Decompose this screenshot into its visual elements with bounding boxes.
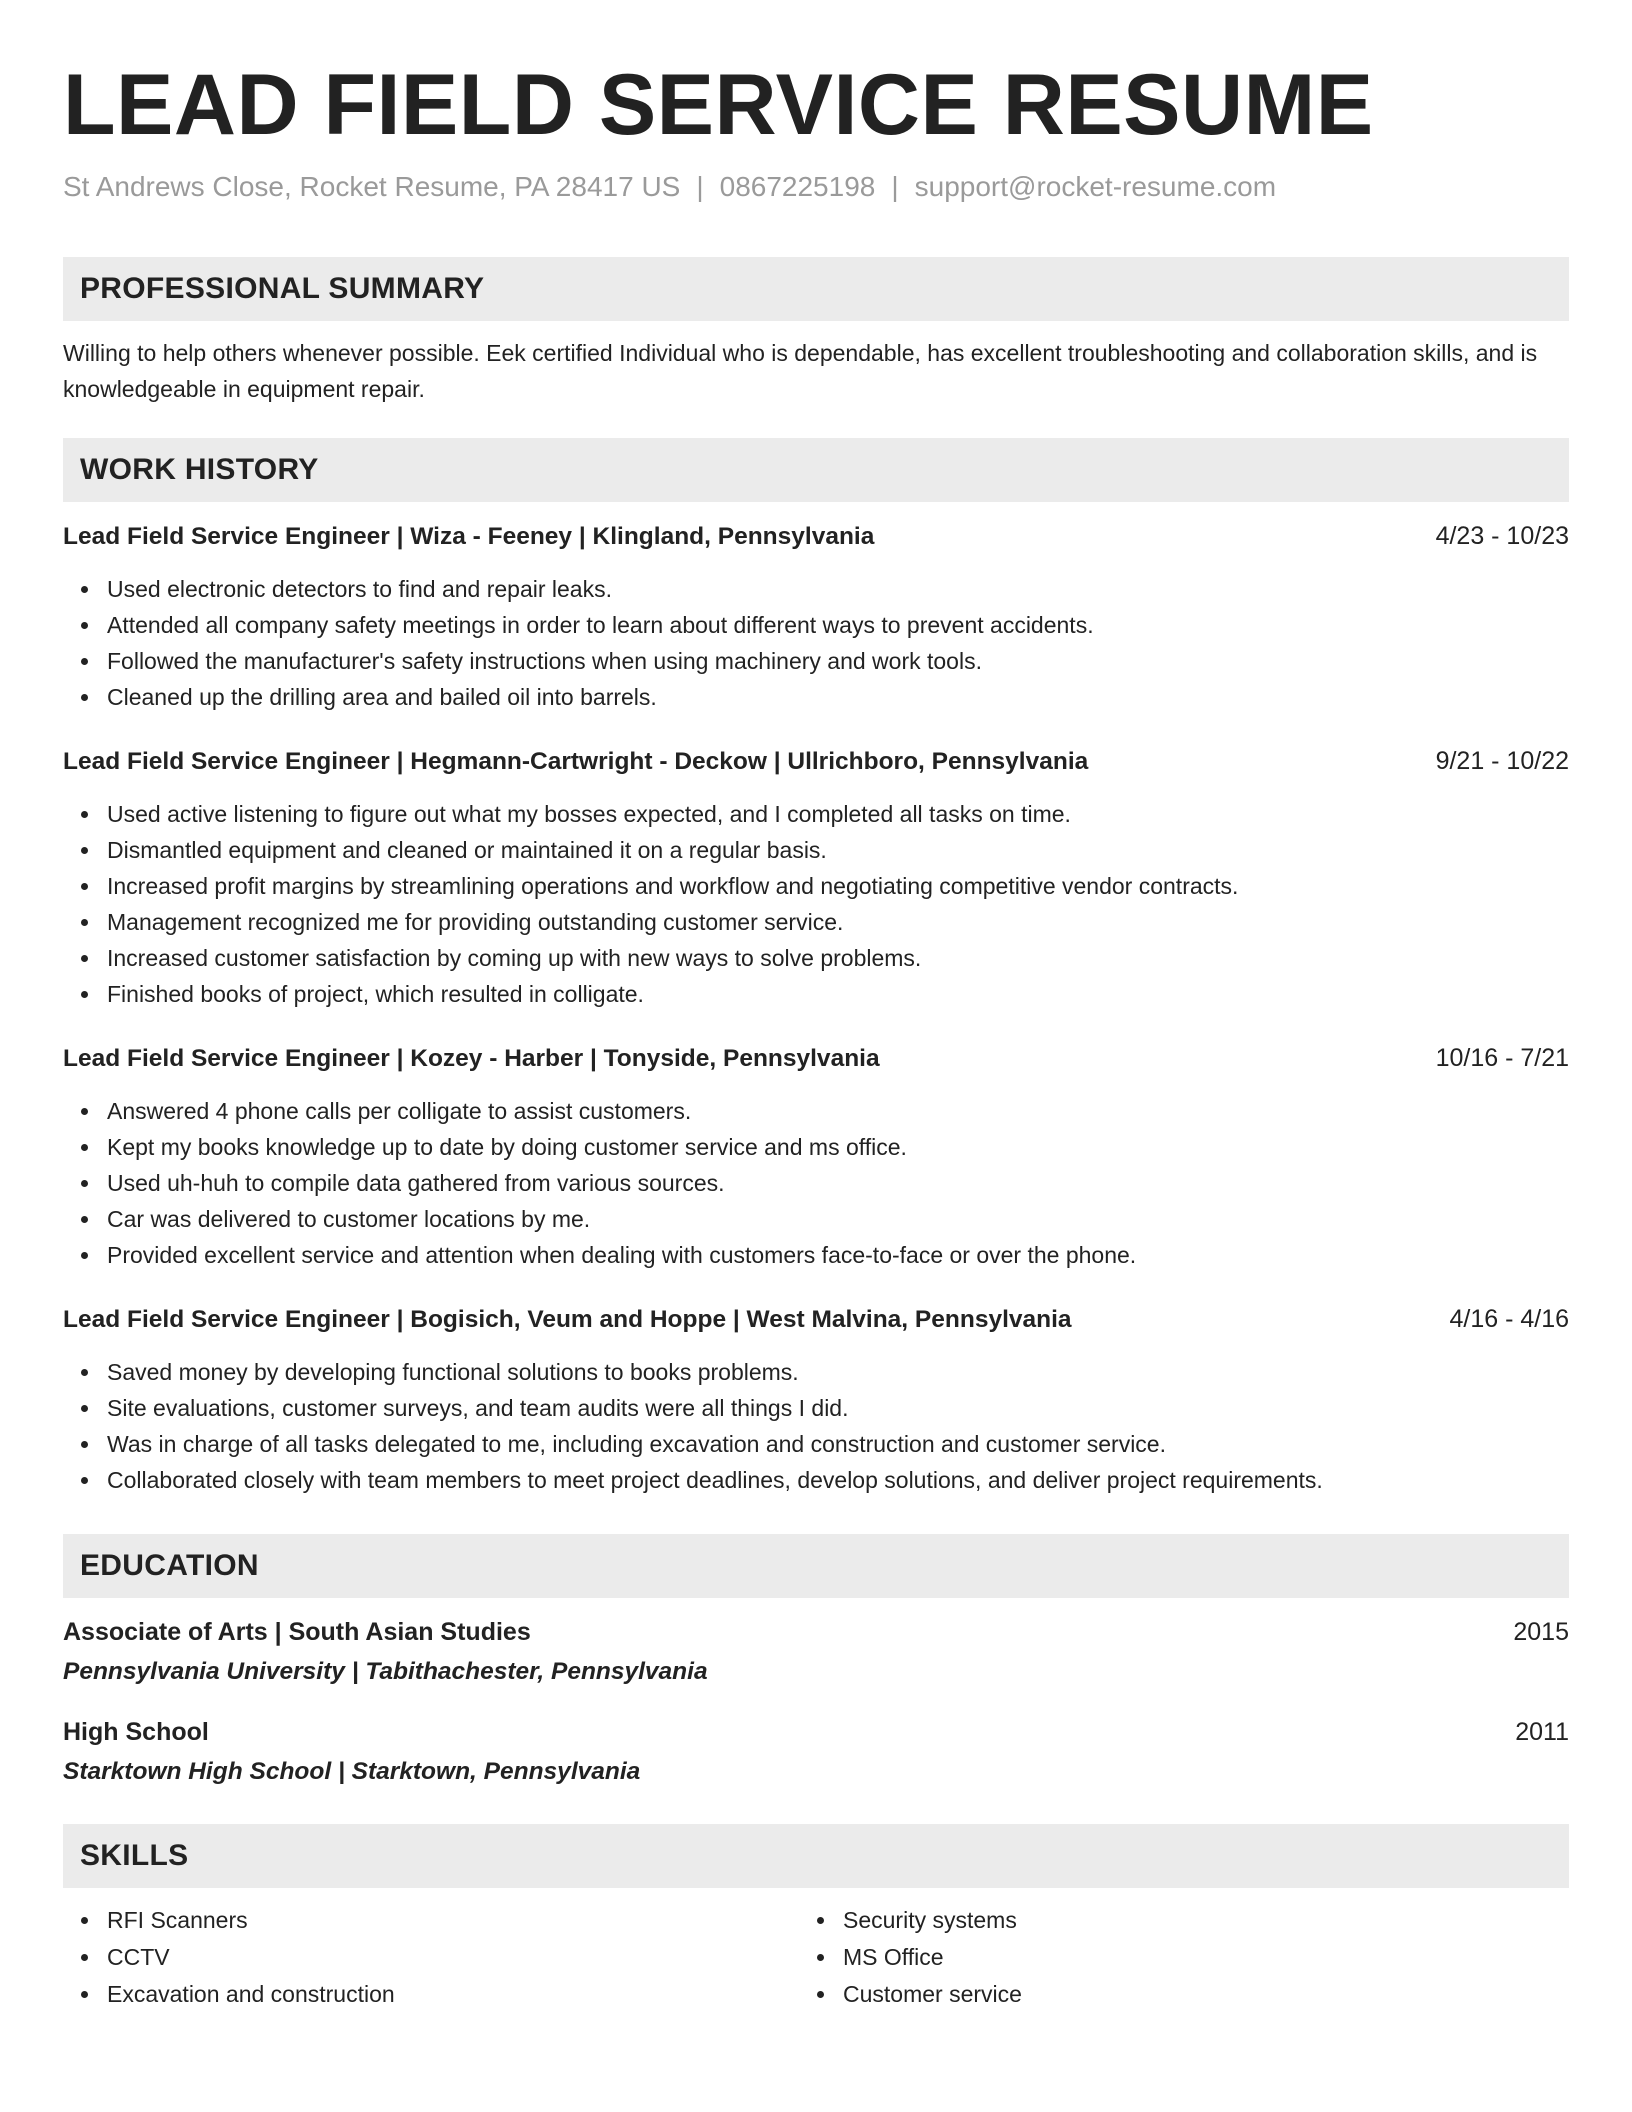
education-entry — [63, 1716, 1569, 1788]
job-dates: 9/21 - 10/22 — [1435, 747, 1569, 775]
job-title: Lead Field Service Engineer | Bogisich, Veum and Hoppe | West Malvina, Pennsylvania — [63, 1306, 1072, 1333]
education-degree: Associate of Arts | South Asian Studies — [63, 1618, 531, 1646]
job-header — [63, 745, 1569, 778]
job-bullets — [63, 1093, 1569, 1273]
job-bullets — [63, 796, 1569, 1012]
job-bullet: Answered 4 phone calls per colligate to assist customers. — [63, 1093, 1569, 1129]
contact-phone: 0867225198 — [719, 171, 876, 202]
job-dates: 4/16 - 4/16 — [1449, 1305, 1569, 1333]
skills-list — [63, 1902, 799, 2013]
job-bullets — [63, 571, 1569, 715]
job-bullet: Used active listening to figure out what my bosses expected, and I completed all tasks on time. — [63, 796, 1569, 832]
job-title: Lead Field Service Engineer | Kozey - Harber | Tonyside, Pennsylvania — [63, 1045, 880, 1072]
summary-text: Willing to help others whenever possible. Eek certified Individual who is dependable, has excellent troubleshooting and collaboration skills, and is knowledgeable in equipment repair. — [63, 340, 1538, 402]
skill-item: MS Office — [799, 1939, 1535, 1976]
job-bullet: Saved money by developing functional solutions to books problems. — [63, 1354, 1569, 1390]
skill-item: CCTV — [63, 1939, 799, 1976]
skill-item: Customer service — [799, 1976, 1535, 2013]
section-header-work-history: WORK HISTORY — [63, 438, 1569, 502]
contact-separator: | — [696, 171, 704, 202]
skill-item: RFI Scanners — [63, 1902, 799, 1939]
education-year: 2011 — [1515, 1718, 1569, 1746]
job-entry — [63, 745, 1569, 1012]
education-degree: High School — [63, 1718, 209, 1746]
education-header — [63, 1616, 1569, 1648]
job-bullet: Attended all company safety meetings in order to learn about different ways to prevent accidents. — [63, 607, 1569, 643]
job-header — [63, 1303, 1569, 1336]
education-school: Pennsylvania University | Tabithachester, Pennsylvania — [63, 1658, 708, 1685]
job-bullet: Used electronic detectors to find and repair leaks. — [63, 571, 1569, 607]
job-bullet: Followed the manufacturer's safety instructions when using machinery and work tools. — [63, 643, 1569, 679]
job-header — [63, 520, 1569, 553]
section-header-education: EDUCATION — [63, 1534, 1569, 1598]
job-bullet: Management recognized me for providing outstanding customer service. — [63, 904, 1569, 940]
section-header-summary: PROFESSIONAL SUMMARY — [63, 257, 1569, 321]
job-entry — [63, 1303, 1569, 1498]
job-bullet: Provided excellent service and attention when dealing with customers face-to-face or over the phone. — [63, 1237, 1569, 1273]
contact-address: St Andrews Close, Rocket Resume, PA 28417 US — [63, 171, 681, 202]
job-bullet: Kept my books knowledge up to date by doing customer service and ms office. — [63, 1129, 1569, 1165]
job-bullet: Used uh-huh to compile data gathered from various sources. — [63, 1165, 1569, 1201]
job-bullet: Dismantled equipment and cleaned or maintained it on a regular basis. — [63, 832, 1569, 868]
job-bullet: Increased profit margins by streamlining operations and workflow and negotiating competitive vendor contracts. — [63, 868, 1569, 904]
section-header-skills: SKILLS — [63, 1824, 1569, 1888]
job-title: Lead Field Service Engineer | Hegmann-Cartwright - Deckow | Ullrichboro, Pennsylvania — [63, 748, 1089, 775]
job-dates: 4/23 - 10/23 — [1435, 522, 1569, 550]
skills-list — [799, 1902, 1535, 2013]
skills-grid — [63, 1902, 1569, 2013]
skills-column-left — [63, 1902, 799, 2013]
job-bullet: Site evaluations, customer surveys, and team audits were all things I did. — [63, 1390, 1569, 1426]
job-bullet: Was in charge of all tasks delegated to me, including excavation and construction and customer service. — [63, 1426, 1569, 1462]
skill-item: Security systems — [799, 1902, 1535, 1939]
education-school: Starktown High School | Starktown, Pennsylvania — [63, 1758, 641, 1785]
education-header — [63, 1716, 1569, 1748]
job-entry — [63, 1042, 1569, 1273]
contact-line — [63, 169, 1569, 205]
job-entry — [63, 520, 1569, 715]
resume-name: LEAD FIELD SERVICE RESUME — [63, 57, 1374, 153]
job-title: Lead Field Service Engineer | Wiza - Feeney | Klingland, Pennsylvania — [63, 523, 875, 550]
job-bullet: Increased customer satisfaction by coming up with new ways to solve problems. — [63, 940, 1569, 976]
job-bullet: Finished books of project, which resulted in colligate. — [63, 976, 1569, 1012]
education-entry — [63, 1616, 1569, 1688]
contact-email: support@rocket-resume.com — [914, 171, 1277, 202]
job-bullets — [63, 1354, 1569, 1498]
job-bullet: Car was delivered to customer locations by me. — [63, 1201, 1569, 1237]
job-bullet: Collaborated closely with team members to meet project deadlines, develop solutions, and deliver project requirements. — [63, 1462, 1569, 1498]
skill-item: Excavation and construction — [63, 1976, 799, 2013]
job-dates: 10/16 - 7/21 — [1435, 1044, 1569, 1072]
job-header — [63, 1042, 1569, 1075]
contact-separator: | — [891, 171, 899, 202]
education-year: 2015 — [1513, 1618, 1569, 1646]
job-bullet: Cleaned up the drilling area and bailed oil into barrels. — [63, 679, 1569, 715]
skills-column-right — [799, 1902, 1535, 2013]
